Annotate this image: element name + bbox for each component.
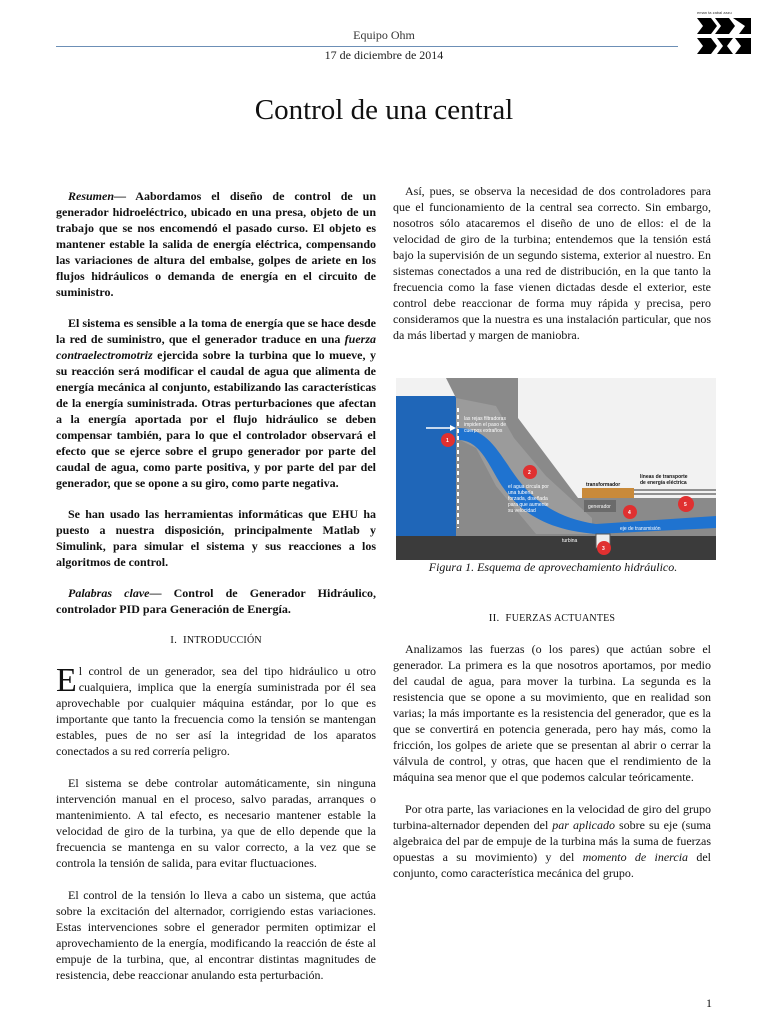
keywords-text: Control de Generador Hidráulico, controlador PID para Generación de Energía.: [56, 586, 376, 616]
abstract-dash: —: [114, 189, 136, 203]
paper-title: Control de una central: [254, 94, 514, 126]
label-lineas-2: de energía eléctrica: [640, 480, 687, 486]
fuerzas-p2-emphasis-1: par aplicado: [552, 818, 615, 832]
date-header: 17 de diciembre de 2014: [324, 48, 444, 62]
header-rule: [56, 46, 678, 47]
label-agua-3: forzada, diseñada: [508, 496, 548, 502]
marker-3-label: 3: [602, 546, 605, 552]
section-heading-introduccion: [56, 632, 376, 649]
label-agua-4: para que aumente: [508, 502, 549, 508]
figure-caption: Figura 1. Esquema de aprovechamiento hidráulico.: [428, 560, 678, 574]
intro-paragraph-2: El sistema se debe controlar automáticamente, sin ninguna intervención manual en el proceso, salvo paradas, arranques o mantenimiento. A tal efecto, es necesario mantener estable la velocidad de giro de la turbina, ya que de ello depende que la frecuencia se mantenga en su valor correcto, a la vez que se controla la tensión de salida, para evitar fluctuaciones.: [56, 776, 376, 870]
fuerzas-p2-a: Por otra parte, las variaciones en la velocidad de giro del grupo turbina-alternador dependen del: [393, 802, 711, 832]
logo-text: eman ta zabal zazu: [697, 10, 732, 15]
section1-first-letter: I: [182, 634, 187, 646]
marker-2-label: 2: [528, 470, 531, 476]
label-agua-5: su velocidad: [508, 508, 536, 514]
fuerzas-p2-c: del conjunto, como característica mecánica del grupo.: [393, 850, 711, 880]
fuerzas-paragraph-2: [393, 801, 711, 881]
right-column: [393, 183, 711, 359]
label-rejas-3: cuerpos extraños: [464, 428, 503, 434]
intro-paragraph-1: [56, 663, 376, 759]
abstract-p2-emphasis: fuerza contraelectromotriz: [56, 332, 376, 362]
label-rejas-2: impiden el paso de: [464, 422, 506, 428]
ground-base: [396, 536, 716, 560]
abstract-p2-a: El sistema es sensible a la toma de energía que se hace desde la red de suministro, que el generador traduce en una: [56, 316, 376, 346]
intro-paragraph-3: El control de la tensión lo lleva a cabo un sistema, que actúa sobre la excitación del alternador, corrigiendo estas variaciones. Estas intervenciones sobre el generador permiten optimizar el aprovechamiento de la energía, modificando la reacción de éste al empuje de la turbina, que, al encontrar distintas magnitudes de resistencia, debe reaccionar anulando esta perturbación.: [56, 888, 376, 982]
fuerzas-paragraph-1: Analizamos las fuerzas (o los pares) que actúan sobre el generador. La primera es la que nosotros aportamos, por medio del caudal de agua, para mover la turbina. La segunda es la resistencia que se opone a su movimiento, que en realidad son varias; la más importante es la resistencia del generador, que es la que se convertirá en potencia generada, pero hay más, como la fricción, los golpes de ariete que se presentan al abrir o cerrar la válvula de control, y otras, que hacen que el rendimiento de la máquina sea menor que el que podemos calcular teóricamente.: [393, 642, 711, 784]
author-header: Equipo Ohm: [353, 28, 415, 42]
section-heading-fuerzas: [393, 610, 711, 627]
university-logo: [693, 8, 755, 58]
label-turbina: turbina: [562, 538, 578, 544]
abstract-paragraph-3: Se han usado las herramientas informáticas que EHU ha puesto a nuestra disposición, principalmente Matlab y Simulink, para simular el sistema y sus reacciones a los algoritmos de control.: [56, 507, 376, 569]
abstract-paragraph-2: [56, 315, 376, 491]
section2-number: II.: [488, 612, 500, 624]
keywords-paragraph: Palabras clave— Control de Generador Hidráulico, controlador PID para Generación de Energía.: [56, 586, 376, 616]
right-column-lower: [393, 602, 711, 897]
reservoir-water: [396, 396, 458, 536]
marker-5-label: 5: [684, 502, 687, 508]
left-column: [56, 188, 376, 999]
drop-cap: E: [56, 662, 77, 699]
abstract-label: Resumen: [68, 189, 115, 203]
label-transformador: transformador: [586, 482, 621, 488]
marker-4-label: 4: [628, 510, 631, 516]
section1-number: I.: [170, 634, 178, 646]
abstract-paragraph: [56, 188, 376, 300]
right-paragraph-1: Así, pues, se observa la necesidad de dos controladores para que el funcionamiento de la central sea correcto. Sin embargo, nosotros sólo atacaremos el diseño de uno de ellos: el de la velocidad de giro de la turbina; entendemos que la tensión está bajo la supervisión de un segundo sistema, exterior al nuestro. En sistemas conectados a una red de distribución, en la que tanto la frecuencia como la fase vienen dictadas desde el exterior, este control debe reaccionar de forma muy rápida y precisa, pero consideramos que la nuestra es una instalación particular, que nos da más libertad y margen de maniobra.: [393, 184, 711, 342]
label-lineas-1: líneas de transporte: [640, 474, 688, 480]
fuerzas-p2-b: sobre su eje (suma algebraica del par de empuje de la turbina más la suma de fuerzas opuestas a su movimiento) y del: [393, 818, 711, 864]
section2-rest-b: ACTUANTES: [553, 613, 616, 624]
label-generador: generador: [588, 504, 611, 510]
fuerzas-p2-emphasis-2: momento de inercia: [582, 850, 689, 864]
hydro-scheme-figure: [396, 378, 716, 560]
section2-rest-a: UERZAS: [511, 613, 554, 624]
intro-p1-text: l control de un generador, sea del tipo hidráulico u otro cualquiera, implica que la energía suministrada por él sea aprovechable por cualquier máquina estándar, por lo que es importante que tanto la frecuencia como la tensión se mantengan estables, pues de no ser así la integridad de los aparatos conectados a su red correría peligro.: [56, 664, 376, 758]
label-rejas-1: las rejas filtradoras: [464, 416, 506, 422]
label-eje: eje de transmisión: [620, 526, 661, 532]
marker-1-label: 1: [446, 438, 449, 444]
abstract-text: Aabordamos el diseño de control de un generador hidroeléctrico, ubicado en una presa, objeto de un trabajo que se nos encomendó el pasado curso. El objeto es mantener estable la salida de energía eléctrica, compensando las variaciones de altura del embalse, golpes de ariete en los flujos hidráulicos o demanda de energía en el circuito de suministro.: [56, 189, 376, 299]
label-agua-1: el agua circula por: [508, 484, 549, 490]
section2-first-letter: F: [505, 612, 512, 624]
transformer-block: [582, 488, 634, 498]
page-number: 1: [706, 996, 712, 1010]
section1-rest: NTRODUCCIÓN: [186, 635, 262, 646]
abstract-p2-b: ejercida sobre la turbina que lo mueve, y su reacción será modificar el caudal de agua que alimenta de energía mecánica al conjunto, estabilizando las características de la energía suministrada. Otras perturbaciones que afectan a la energía aportada por el flujo hidráulico se deben compensar también, para lo que el controlador observará el efecto que se ejerce sobre el grupo generador por parte del caudal de agua, como parte positiva, y por parte del par del generador, que se opone a su giro, como parte negativa.: [56, 348, 376, 490]
label-agua-2: una tubería: [508, 490, 534, 496]
keywords-label: Palabras clave: [68, 586, 150, 600]
